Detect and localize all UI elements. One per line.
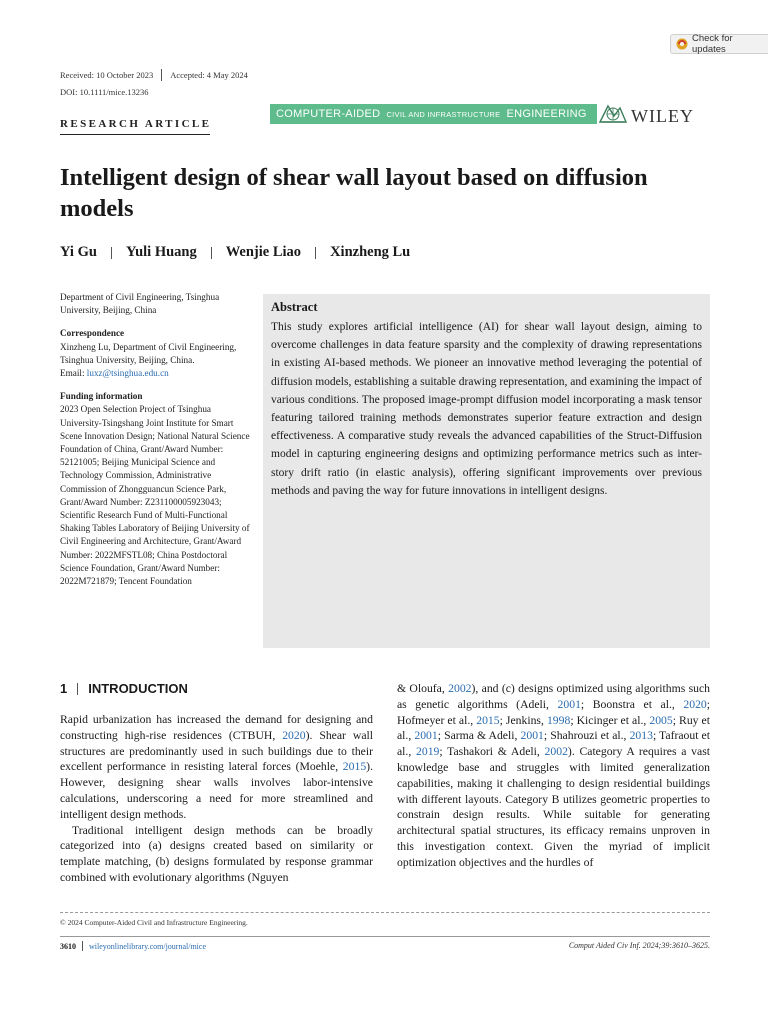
section-number: 1: [60, 681, 68, 696]
journal-banner: [270, 104, 597, 124]
email-label: Email:: [60, 368, 87, 379]
journal-banner-part2: CIVIL AND INFRASTRUCTURE: [386, 109, 501, 119]
footnote-divider: [60, 912, 710, 913]
text-run: ; Tafraout et al.,: [397, 729, 710, 759]
author-name[interactable]: Yuli Huang: [125, 244, 197, 260]
section-title: INTRODUCTION: [88, 681, 188, 696]
text-run: ; Ruy et al.,: [397, 713, 710, 743]
divider: [111, 247, 112, 259]
page-number: 3610: [60, 941, 76, 951]
body-column-left: [60, 712, 373, 886]
citation-link[interactable]: 2002: [448, 682, 472, 695]
accepted-date: Accepted: 4 May 2024: [170, 70, 248, 80]
correspondence-email: [60, 367, 250, 380]
author-list: [60, 244, 410, 261]
text-run: Rapid urbanization has increased the demand for designing and constructing high-rise residences (CTBUH,: [60, 713, 373, 742]
abstract-body: This study explores artificial intelligence (AI) for shear wall layout design, aiming to overcome challenges in data feature sparsity and the complexity of drawing representations in existing AI-based methods. We pioneer an innovative method leveraging the potential of diffusion models, establishing a suitable drawing representation, and examining the impact of various conditions. The proposed image-prompt diffusion model incorporating a mask tensor featuring tailored training methods demonstrates superior feature extraction and design effectiveness. A comparative study reveals the advanced capabilities of the Struct-Diffusion model in capturing engineering designs and optimizing performance metrics such as inter-story drift ratio (in elastic analysis), offering significant improvements over previous methods and paving the way for future innovations in intelligent designs.: [271, 321, 702, 497]
paper-title: Intelligent design of shear wall layout based on diffusion models: [60, 164, 648, 222]
divider: [77, 683, 78, 695]
publisher-logo: WILEY: [631, 106, 694, 126]
affiliation: Department of Civil Engineering, Tsinghua University, Beijing, China: [60, 292, 220, 316]
footer-divider: [60, 936, 710, 937]
copyright-notice: © 2024 Computer-Aided Civil and Infrastructure Engineering.: [60, 918, 248, 927]
divider: [161, 69, 162, 81]
divider: [315, 247, 316, 259]
text-run: ), and (c) designs optimized using algorithms such as genetic algorithms (Adeli,: [397, 682, 710, 711]
citation-link[interactable]: 2019: [416, 745, 440, 759]
doi[interactable]: DOI: 10.1111/mice.13236: [60, 87, 149, 97]
text-run: ). However, designing shear walls involves labor-intensive calculations, underscoring a need for more streamlined and intelligent design methods.: [60, 760, 373, 821]
journal-citation: Comput Aided Civ Inf. 2024;39:3610–3625.: [568, 941, 710, 950]
journal-banner-part1: COMPUTER-AIDED: [276, 108, 381, 120]
text-run: ; Shahrouzi et al.,: [543, 729, 630, 743]
header-divider: [60, 134, 210, 135]
footer-left: [60, 941, 206, 951]
journal-banner-part3: ENGINEERING: [506, 108, 587, 120]
abstract-heading: Abstract: [271, 300, 318, 314]
correspondence-heading: Correspondence: [60, 328, 125, 339]
citation-link[interactable]: 2002: [544, 745, 568, 759]
citation-link[interactable]: 2013: [629, 729, 653, 743]
citation-link[interactable]: 1998: [546, 713, 571, 727]
author-name[interactable]: Xinzheng Lu: [330, 244, 411, 260]
text-run: ; Hofmeyer et al.,: [397, 697, 710, 727]
section-heading: [60, 681, 188, 696]
funding-text: 2023 Open Selection Project of Tsinghua University-Tsingshang Joint Institute for Smart Scene Innovation Design; National Natural Science Foundation of China, Grant/Award Number: 52121005; Beijing Municipal Science and Technology Commission, Administrative Commission of Zhongguancun Science Park, Grant/Award Number: Z231100005923043; Scientific Research Fund of Multi-Functional Shaking Tables Laboratory of Beijing University of Civil Engineering and Architecture, Grant/Award Number: 2022MFSTL08; China Postdoctoral Science Foundation, Grant/Award Number: 2022M721879; Tencent Foundation: [60, 404, 250, 587]
body-column-right: [397, 681, 710, 871]
citation-link[interactable]: 2001: [520, 729, 544, 743]
funding-heading: Funding information: [60, 391, 143, 402]
author-name[interactable]: Yi Gu: [60, 244, 97, 260]
journal-url-link[interactable]: wileyonlinelibrary.com/journal/mice: [89, 941, 206, 951]
text-run: ; Tashakori & Adeli,: [439, 745, 545, 759]
check-for-updates-icon: [676, 38, 688, 50]
text-run: ; Jenkins,: [499, 713, 547, 727]
citation-link[interactable]: 2015: [342, 760, 367, 774]
article-info-column: [60, 291, 250, 588]
paragraph: [397, 681, 710, 871]
citation-link[interactable]: 2001: [557, 697, 581, 711]
citation-link[interactable]: 2020: [683, 697, 707, 711]
journal-logo-icon: [598, 102, 628, 126]
citation-link[interactable]: 2005: [649, 713, 673, 727]
text-run: ; Boonstra et al.,: [580, 697, 684, 711]
citation-link[interactable]: 2020: [282, 728, 306, 742]
divider: [211, 247, 212, 259]
check-for-updates-button[interactable]: [670, 34, 768, 54]
citation-link[interactable]: 2015: [476, 713, 500, 727]
check-for-updates-label: Check for updates: [692, 33, 733, 55]
paragraph: Traditional intelligent design methods can be broadly categorized into (a) designs created based on similarity or template matching, (b) designs formulated by response grammar combined with evolutionary algorithms (Nguyen: [60, 823, 373, 884]
text-run: & Oloufa,: [397, 682, 449, 695]
author-name[interactable]: Wenjie Liao: [225, 244, 302, 260]
paragraph: [60, 712, 373, 823]
correspondence-text: Xinzheng Lu, Department of Civil Engineering, Tsinghua University, Beijing, China.: [60, 341, 237, 365]
text-run: ). Category A requires a vast knowledge base and struggles with limited generalization capabilities, making it challenging to design residential buildings with different layouts. Category B utilizes geometric properties to constrain design results. While suitable for generating architectural spatial structures, its efficacy remains unproven in this investigation context. Given the myriad of implicit optimization objectives and the hurdles of: [397, 745, 710, 869]
citation-link[interactable]: 2001: [414, 729, 438, 743]
received-date: Received: 10 October 2023: [60, 70, 154, 80]
text-run: ). Shear wall structures are predominantly used in such buildings due to their excellent performance in resisting lateral forces (Moehle,: [60, 728, 374, 774]
article-type: RESEARCH ARTICLE: [60, 118, 212, 130]
text-run: ; Sarma & Adeli,: [437, 729, 521, 743]
email-link[interactable]: luxz@tsinghua.edu.cn: [86, 368, 169, 379]
text-run: ; Kicinger et al.,: [570, 713, 650, 727]
divider: [82, 941, 83, 951]
abstract-box: [263, 294, 710, 648]
article-dates: [60, 69, 248, 81]
